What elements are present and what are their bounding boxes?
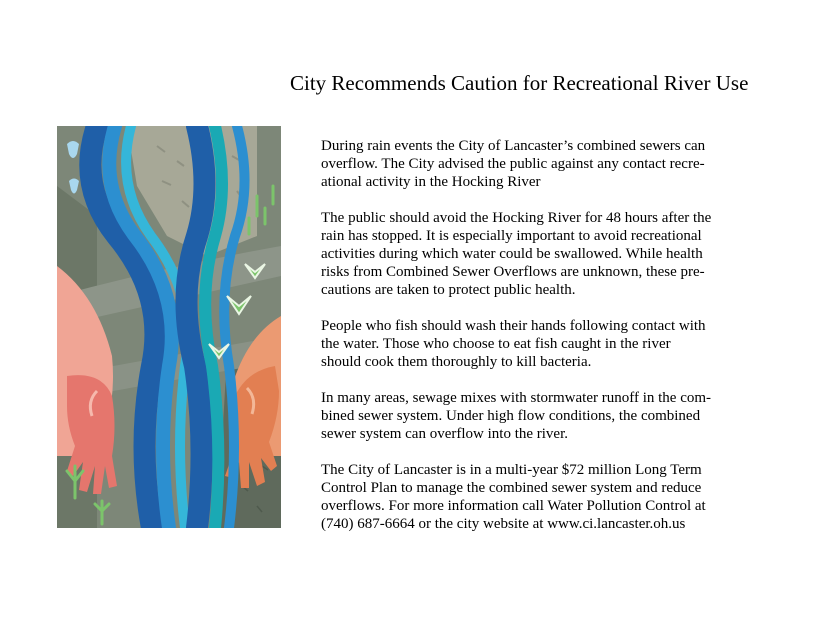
text-line: the water. Those who choose to eat fish caught in the river	[321, 336, 671, 352]
text-line: The public should avoid the Hocking River for 48 hours after the	[321, 210, 712, 226]
text-line: The City of Lancaster is in a multi-year $72 million Long Term	[321, 462, 702, 478]
text-line: cautions are taken to protect public health.	[321, 282, 576, 298]
paragraph-1	[321, 137, 761, 191]
text-line: People who fish should wash their hands following contact with	[321, 318, 706, 334]
text-line: bined sewer system. Under high flow conditions, the combined	[321, 408, 701, 424]
text-line: overflow. The City advised the public against any contact recre-	[321, 156, 705, 172]
text-line: In many areas, sewage mixes with stormwater runoff in the com-	[321, 390, 712, 406]
page-title: City Recommends Caution for Recreational River Use	[290, 71, 749, 95]
text-line: sewer system can overflow into the river.	[321, 426, 569, 442]
text-line: activities during which water could be swallowed. While health	[321, 246, 703, 262]
paragraph-3	[321, 317, 761, 371]
text-line: rain has stopped. It is especially important to avoid recreational	[321, 228, 702, 244]
article-body	[321, 137, 761, 551]
paragraph-5	[321, 461, 761, 533]
text-line: ational activity in the Hocking River	[321, 174, 541, 190]
text-line: (740) 687-6664 or the city website at www.ci.lancaster.oh.us	[321, 516, 686, 532]
paragraph-2	[321, 209, 761, 299]
text-line: should cook them thoroughly to kill bacteria.	[321, 354, 592, 370]
text-line: overflows. For more information call Water Pollution Control at	[321, 498, 706, 514]
river-hands-illustration	[57, 126, 281, 528]
text-line: Control Plan to manage the combined sewer system and reduce	[321, 480, 702, 496]
text-line: During rain events the City of Lancaster’s combined sewers can	[321, 138, 706, 154]
paragraph-4	[321, 389, 761, 443]
text-line: risks from Combined Sewer Overflows are unknown, these pre-	[321, 264, 705, 280]
